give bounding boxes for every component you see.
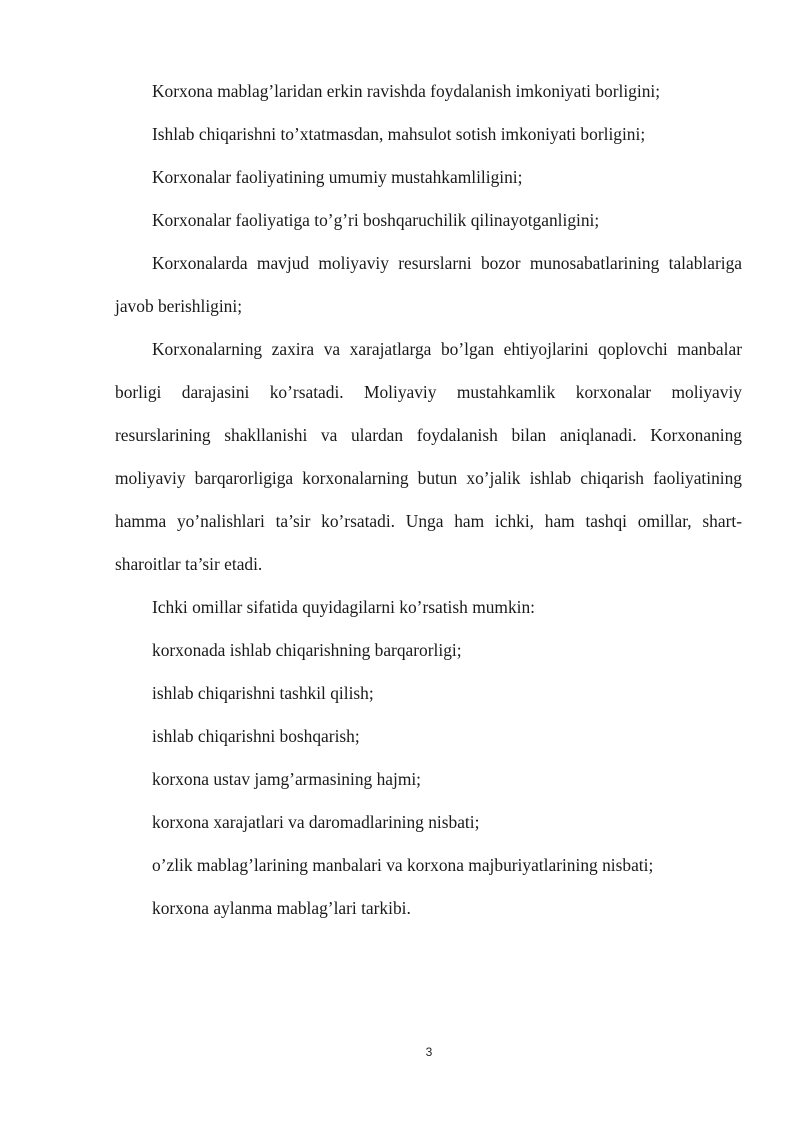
paragraph-4: Korxonalar faoliyatiga to’g’ri boshqaruchilik qilinayotganligini; — [152, 210, 600, 230]
list-item-4: korxona ustav jamg’armasining hajmi; — [152, 769, 422, 789]
paragraph-7: Ichki omillar sifatida quyidagilarni ko’rsatish mumkin: — [152, 597, 536, 617]
list-item-3: ishlab chiqarishni boshqarish; — [152, 726, 360, 746]
list-item-2: ishlab chiqarishni tashkil qilish; — [152, 683, 374, 703]
list-item-5: korxona xarajatlari va daromadlarining nisbati; — [152, 812, 480, 832]
list-item-6: o’zlik mablag’larining manbalari va korxona majburiyatlarining nisbati; — [152, 855, 654, 875]
paragraph-2: Ishlab chiqarishni to’xtatmasdan, mahsulot sotish imkoniyati borligini; — [152, 124, 646, 144]
paragraph-3: Korxonalar faoliyatining umumiy mustahkamliligini; — [152, 167, 523, 187]
page-number: 3 — [425, 1045, 433, 1059]
body-text — [115, 70, 742, 930]
paragraph-1: Korxona mablag’laridan erkin ravishda foydalanish imkoniyati borligini; — [152, 81, 661, 101]
list-item-1: korxonada ishlab chiqarishning barqarorligi; — [152, 640, 462, 660]
list-item-7: korxona aylanma mablag’lari tarkibi. — [152, 898, 411, 918]
paragraph-6: Korxonalarning zaxira va xarajatlarga bo’lgan ehtiyojlarini qoplovchi manbalar borligi darajasini ko’rsatadi. Moliyaviy mustahkamlik korxonalar moliyaviy resurslarining shakllanishi va ulardan foydalanish bilan aniqlanadi. Korxonaning moliyaviy barqarorligiga korxonalarning butun xo’jalik ishlab chiqarish faoliyatining hamma yo’nalishlari ta’sir ko’rsatadi. Unga ham ichki, ham tashqi omillar, shart-sharoitlar ta’sir etadi. — [115, 339, 742, 574]
paragraph-5: Korxonalarda mavjud moliyaviy resurslarni bozor munosabatlarining talablariga javob berishligini; — [115, 253, 742, 316]
